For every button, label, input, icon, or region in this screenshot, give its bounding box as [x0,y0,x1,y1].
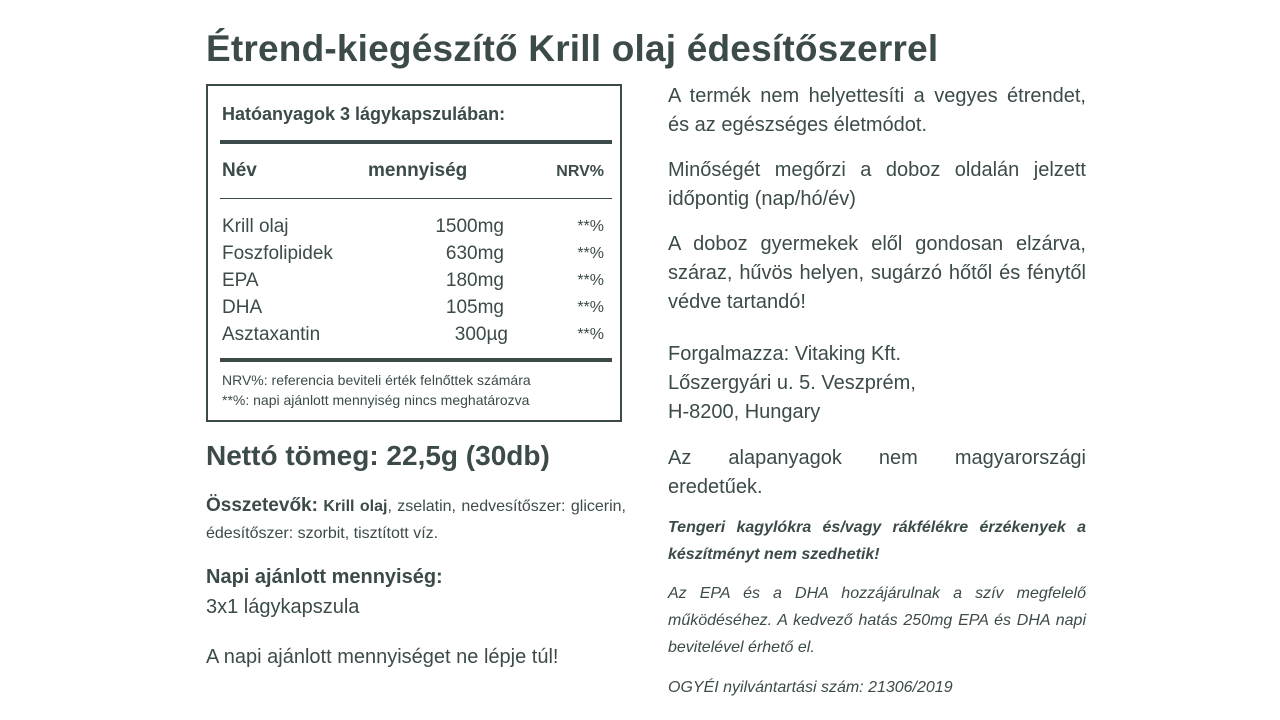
substitution-note: A termék nem helyettesíti a vegyes étrendet, és az egészséges életmódot. [668,85,1086,136]
row-nrv: **% [577,218,604,235]
row-nrv: **% [577,245,604,262]
row-nrv: **% [577,299,604,316]
nutrition-table [206,84,622,422]
column-header-nrv: NRV% [556,163,604,180]
distributor-street: Lőszergyári u. 5. Veszprém, [668,372,916,394]
allergy-warning: Tengeri kagylókra és/vagy rákfélékre érzékenyek a készítményt nem szedhetik! [668,519,1086,563]
daily-dose-warning: A napi ajánlott mennyiséget ne lépje túl! [206,646,559,668]
ingredients-highlight: Krill olaj [323,498,388,515]
product-title: Étrend-kiegészítő Krill olaj édesítőszerrel [206,28,939,69]
daily-dose-value: 3x1 lágykapszula [206,596,360,618]
footnote-undefined: **%: napi ajánlott mennyiség nincs meghatározva [222,392,530,408]
row-name: DHA [222,297,263,318]
best-before-note: Minőségét megőrzi a doboz oldalán jelzett időpontig (nap/hó/év) [668,159,1086,210]
divider [220,140,612,144]
row-name: Asztaxantin [222,324,321,345]
ingredients-rest: , zselatin, nedvesítőszer: glicerin, édesítőszer: szorbit, tisztított víz. [206,498,626,542]
distributor-name: Forgalmazza: Vitaking Kft. [668,343,902,365]
table-row [208,243,620,270]
ingredients-label: Összetevők [206,495,312,516]
row-amount: 105mg [445,297,504,318]
table-row [208,324,620,351]
ingredients [206,492,626,547]
row-amount: 630mg [445,243,504,264]
row-name: Krill olaj [222,216,289,237]
row-amount: 300µg [454,324,508,345]
column-header-name: Név [222,160,257,181]
nutrition-heading: Hatóanyagok 3 lágykapszulában: [222,104,506,124]
table-row [208,216,620,243]
daily-dose-label: Napi ajánlott mennyiség: [206,566,443,588]
distributor-country: H-8200, Hungary [668,401,821,423]
row-name: Foszfolipidek [222,243,333,264]
row-name: EPA [222,270,259,291]
health-claim: Az EPA és a DHA hozzájárulnak a szív megfelelő működéséhez. A kedvező hatás 250mg EPA és DHA napi bevitelével érhető el. [668,585,1086,656]
divider [220,358,612,362]
column-header-amount: mennyiség [368,160,468,181]
row-nrv: **% [577,272,604,289]
registration-number: OGYÉI nyilvántartási szám: 21306/2019 [668,679,953,696]
ingredients-colon: : [311,495,318,516]
divider [220,198,612,199]
origin-note: Az alapanyagok nem magyarországi eredetűek. [668,447,1086,498]
row-amount: 180mg [445,270,504,291]
storage-note: A doboz gyermekek elől gondosan elzárva, száraz, hűvös helyen, sugárzó hőtől és fénytől védve tartandó! [668,233,1086,313]
distributor-block [668,340,1086,427]
row-nrv: **% [577,326,604,343]
row-amount: 1500mg [435,216,504,237]
footnote-nrv: NRV%: referencia beviteli érték felnőttek számára [222,372,531,388]
table-row [208,297,620,324]
net-weight: Nettó tömeg: 22,5g (30db) [206,440,550,471]
table-row [208,270,620,297]
